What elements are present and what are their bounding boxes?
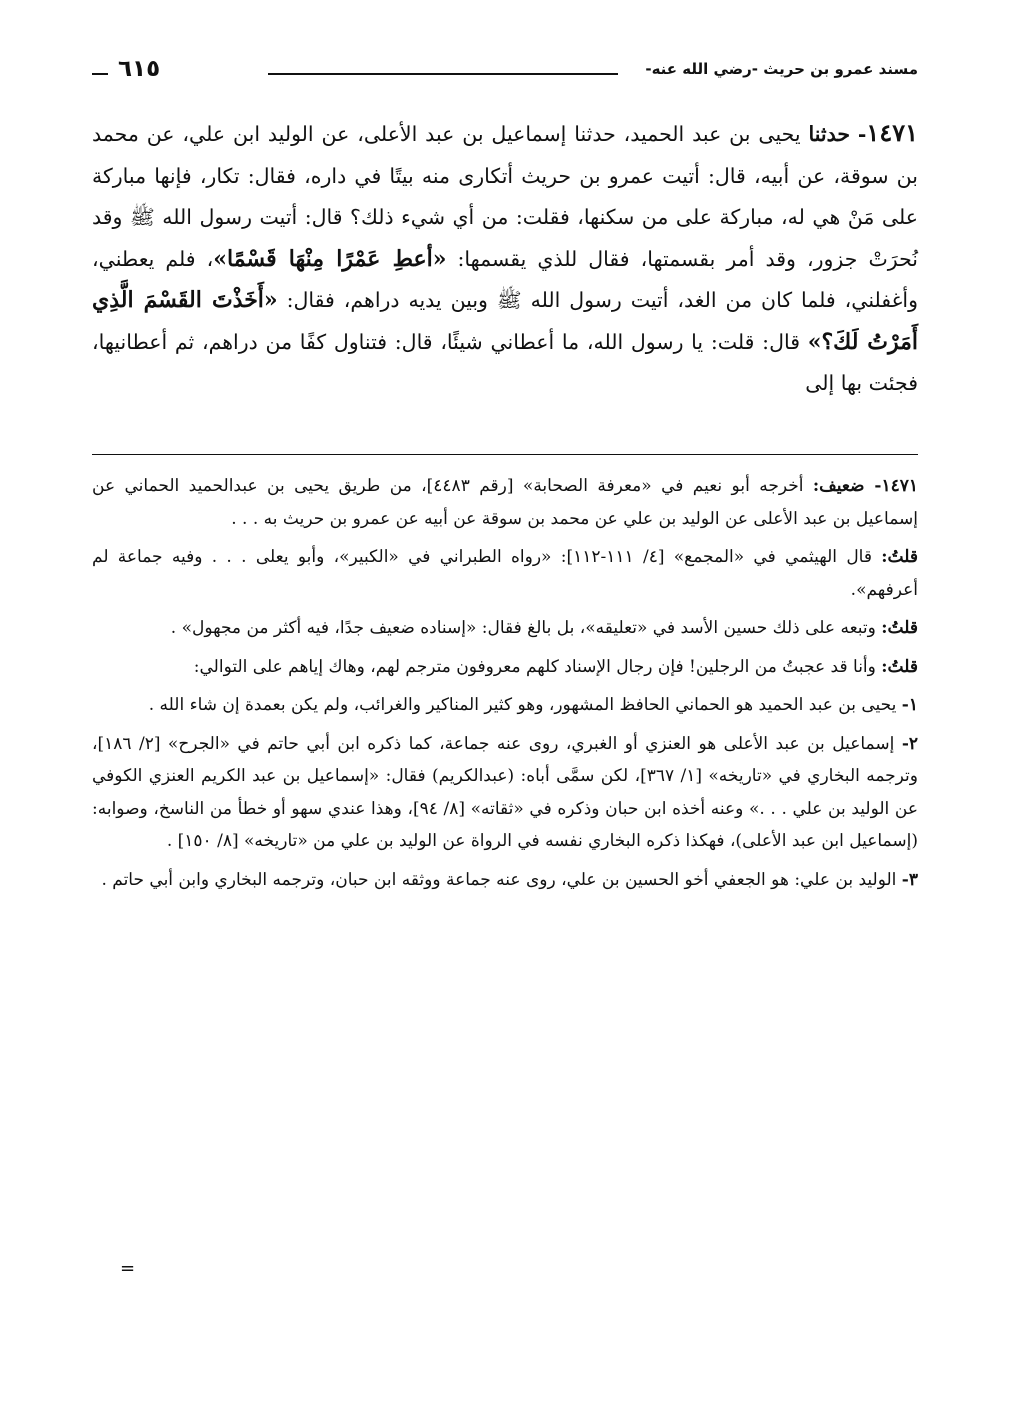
- footnote-text: أخرجه أبو نعيم في «معرفة الصحابة» [رقم ٤٤٨٣]، من طريق يحيى بن عبدالحميد الحماني عن إسماعيل بن عبد الأعلى عن الوليد بن علي عن محمد بن سوقة عن أبيه عن عمرو بن حريث به . . .: [92, 476, 918, 529]
- narrator-2: [92, 728, 918, 858]
- footnote-label: قلتُ:: [881, 656, 918, 677]
- footnote-asad: [92, 612, 918, 645]
- narrator-1: [92, 689, 918, 722]
- header-rule: [268, 73, 618, 75]
- header-rule-short: [92, 73, 108, 75]
- footnote-text: وأنا قد عجبتُ من الرجلين! فإن رجال الإسناد كلهم معروفون مترجم لهم، وهاك إياهم على التوالي:: [193, 656, 882, 677]
- page-header: [92, 58, 918, 88]
- hadith-body-part2: ، فلم يعطني، وأغفلني، فلما كان من الغد، أتيت رسول الله ﷺ وبين يديه دراهم، فقال:: [92, 246, 918, 312]
- footnote-text: قال الهيثمي في «المجمع» [٤/ ١١١-١١٢]: «رواه الطبراني في «الكبير»، وأبو يعلى . . . وفيه جماعة لم أعرفهم».: [92, 547, 918, 600]
- footnote-label: قلتُ:: [881, 618, 918, 638]
- footnote-label: قلتُ:: [881, 547, 919, 567]
- running-title: مسند عمرو بن حريث -رضي الله عنه-: [645, 60, 918, 78]
- footnote-separator: [92, 454, 918, 455]
- narrator-3: [92, 864, 918, 897]
- footnote-takhrij: [92, 470, 918, 535]
- footnote-text: وتبعه على ذلك حسين الأسد في «تعليقه»، بل بالغ فقال: «إسناده ضعيف جدًا، فيه أكثر من مجهول» .: [170, 618, 882, 638]
- narrator-text: يحيى بن عبد الحميد هو الحماني الحافظ المشهور، وهو كثير المناكير والغرائب، ولم يكن بعمدة إن شاء الله .: [148, 695, 902, 715]
- footnotes: [92, 470, 918, 902]
- narrator-number: ٣-: [901, 869, 918, 890]
- narrator-number: ٢-: [901, 733, 919, 754]
- hadith-body-part1: يحيى بن عبد الحميد، حدثنا إسماعيل بن عبد الأعلى، عن الوليد ابن علي، عن محمد بن سوقة، عن أبيه، قال: أتيت عمرو بن حريث أتكارى منه بيتًا في داره، فقال: تكار، فإنها مباركة على مَنْ هي له، مباركة على من سكنها، فقلت: من أي شيء ذلك؟ قال: أتيت رسول الله ﷺ وقد نُحرَتْ جزور، وقد أمر بقسمتها، فقال للذي يقسمها:: [92, 122, 919, 271]
- footnote-label: ١٤٧١- ضعيف:: [812, 476, 918, 496]
- continuation-mark: =: [120, 1258, 136, 1279]
- footnote-comment: [92, 651, 918, 684]
- haddathana-word: حدثنا: [808, 122, 851, 146]
- narrator-number: ١-: [901, 695, 918, 715]
- page-number: ٦١٥: [118, 56, 161, 82]
- hadith-dash: -: [857, 122, 867, 146]
- hadith-body-part3: قال: قلت: يا رسول الله، ما أعطاني شيئًا، قال: فتناول كفًا من دراهم، ثم أعطانيها، فجئت بها إلى: [92, 329, 918, 395]
- hadith-number: ١٤٧١: [866, 118, 918, 147]
- prophetic-quote-2: «أَخَذْتَ القَسْمَ الَّذِي أَمَرْتُ لَكَ؟»: [92, 287, 919, 355]
- narrator-text: الوليد بن علي: هو الجعفي أخو الحسين بن علي، روى عنه جماعة ووثقه ابن حبان، وترجمه البخاري وابن أبي حاتم .: [101, 869, 902, 890]
- footnote-haythami: [92, 541, 918, 606]
- narrator-text: إسماعيل بن عبد الأعلى هو العنزي أو الغبري، روى عنه جماعة، كما ذكره ابن أبي حاتم في «الجرح» [٢/ ١٨٦]، وترجمه البخاري في «تاريخه» [١/ ٣٦٧]، لكن سمَّى أباه: (عبدالكريم) فقال: «إسماعيل بن عبد الكريم العنزي الكوفي عن الوليد بن علي . . .» وعنه أخذه ابن حبان وذكره في «ثقاته» [٨/ ٩٤]، وهذا عندي سهو أو خطأ من الناسخ، وصوابه: (إسماعيل ابن عبد الأعلى)، فهكذا ذكره البخاري نفسه في الرواة عن الوليد بن علي من «تاريخه» [٨/ ١٥٠] .: [92, 733, 918, 851]
- prophetic-quote-1: «أعطِ عَمْرًا مِنْهَا قَسْمًا»: [213, 245, 447, 272]
- hadith-text: [92, 112, 918, 405]
